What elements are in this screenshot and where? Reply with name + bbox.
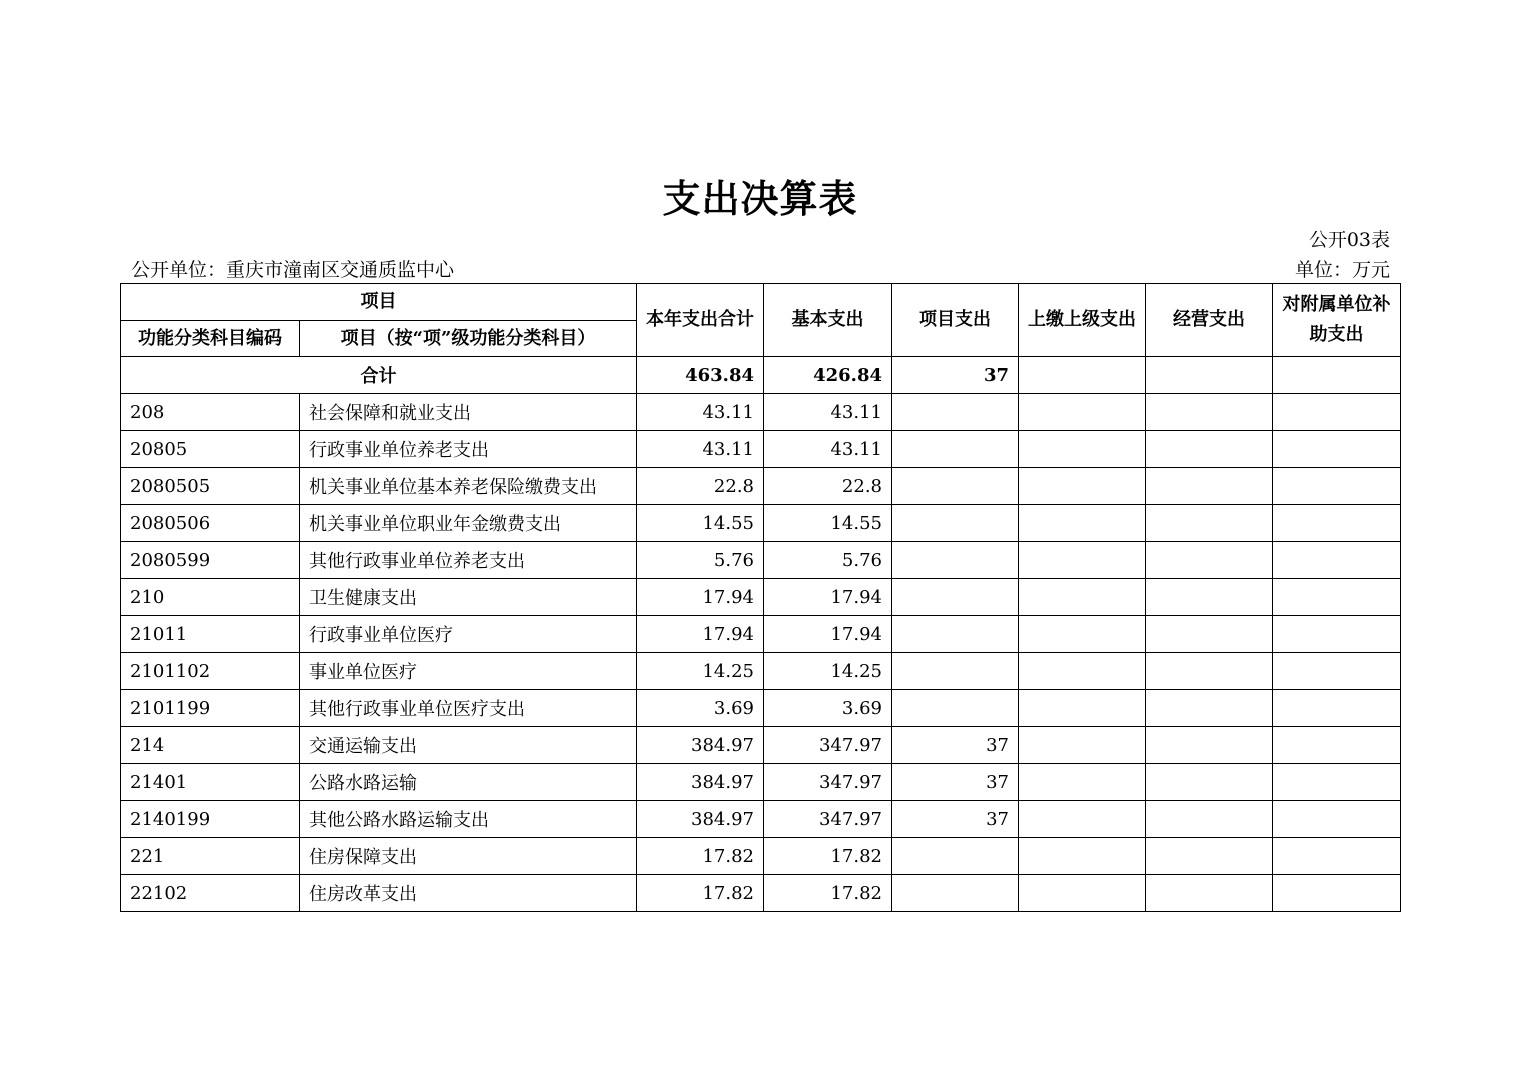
- row-project: [892, 468, 1019, 505]
- row-basic: 347.97: [764, 764, 892, 801]
- row-project: [892, 653, 1019, 690]
- row-project: 37: [892, 727, 1019, 764]
- row-total: 43.11: [637, 431, 764, 468]
- table-row: [121, 764, 1401, 801]
- reporting-unit: 公开单位：重庆市潼南区交通质监中心: [131, 259, 455, 281]
- row-subsidy: [1273, 838, 1401, 875]
- row-business: [1146, 690, 1273, 727]
- row-upper: [1019, 542, 1146, 579]
- row-code: 221: [121, 838, 300, 875]
- row-subsidy: [1273, 727, 1401, 764]
- row-project: [892, 690, 1019, 727]
- row-basic: 14.55: [764, 505, 892, 542]
- table-row: [121, 690, 1401, 727]
- row-basic: 17.94: [764, 616, 892, 653]
- row-upper: [1019, 394, 1146, 431]
- table-row: [121, 838, 1401, 875]
- header-project-expense: 项目支出: [892, 284, 1019, 357]
- row-total: 17.94: [637, 579, 764, 616]
- row-upper: [1019, 801, 1146, 838]
- row-name: 其他行政事业单位养老支出: [300, 542, 637, 579]
- row-subsidy: [1273, 801, 1401, 838]
- row-basic: 347.97: [764, 801, 892, 838]
- row-subsidy: [1273, 579, 1401, 616]
- row-subsidy: [1273, 394, 1401, 431]
- table-row: [121, 542, 1401, 579]
- currency-unit: 单位：万元: [1294, 259, 1390, 281]
- total-row: [121, 357, 1401, 394]
- row-name: 行政事业单位养老支出: [300, 431, 637, 468]
- header-basic: 基本支出: [764, 284, 892, 357]
- row-total: 5.76: [637, 542, 764, 579]
- row-total: 43.11: [637, 394, 764, 431]
- row-business: [1146, 579, 1273, 616]
- header-total: 本年支出合计: [637, 284, 764, 357]
- row-basic: 22.8: [764, 468, 892, 505]
- row-code: 2080599: [121, 542, 300, 579]
- total-subsidy: [1273, 357, 1401, 394]
- row-subsidy: [1273, 653, 1401, 690]
- row-name: 机关事业单位职业年金缴费支出: [300, 505, 637, 542]
- row-total: 14.55: [637, 505, 764, 542]
- row-total: 17.82: [637, 875, 764, 912]
- row-basic: 5.76: [764, 542, 892, 579]
- expenditure-table: [120, 283, 1401, 912]
- row-upper: [1019, 505, 1146, 542]
- table-row: [121, 579, 1401, 616]
- row-business: [1146, 653, 1273, 690]
- row-code: 20805: [121, 431, 300, 468]
- total-business: [1146, 357, 1273, 394]
- row-code: 2101199: [121, 690, 300, 727]
- row-name: 机关事业单位基本养老保险缴费支出: [300, 468, 637, 505]
- row-name: 事业单位医疗: [300, 653, 637, 690]
- page-title: 支出决算表: [662, 176, 858, 221]
- table-row: [121, 468, 1401, 505]
- total-project: 37: [892, 357, 1019, 394]
- row-name: 住房改革支出: [300, 875, 637, 912]
- total-upper: [1019, 357, 1146, 394]
- row-subsidy: [1273, 505, 1401, 542]
- total-basic: 426.84: [764, 357, 892, 394]
- row-business: [1146, 542, 1273, 579]
- row-upper: [1019, 764, 1146, 801]
- row-business: [1146, 468, 1273, 505]
- row-total: 384.97: [637, 764, 764, 801]
- header-row-1: [121, 284, 1401, 321]
- row-project: 37: [892, 764, 1019, 801]
- header-subsidy: 对附属单位补助支出: [1273, 284, 1401, 357]
- row-total: 17.94: [637, 616, 764, 653]
- row-upper: [1019, 653, 1146, 690]
- form-number: 公开03表: [1308, 229, 1390, 251]
- row-subsidy: [1273, 690, 1401, 727]
- row-name: 其他公路水路运输支出: [300, 801, 637, 838]
- row-upper: [1019, 690, 1146, 727]
- row-upper: [1019, 431, 1146, 468]
- row-basic: 14.25: [764, 653, 892, 690]
- row-code: 210: [121, 579, 300, 616]
- row-upper: [1019, 838, 1146, 875]
- row-project: [892, 875, 1019, 912]
- table-row: [121, 616, 1401, 653]
- row-project: 37: [892, 801, 1019, 838]
- row-business: [1146, 838, 1273, 875]
- row-total: 384.97: [637, 801, 764, 838]
- row-business: [1146, 801, 1273, 838]
- table-row: [121, 801, 1401, 838]
- row-subsidy: [1273, 468, 1401, 505]
- row-subsidy: [1273, 431, 1401, 468]
- row-subsidy: [1273, 764, 1401, 801]
- row-code: 22102: [121, 875, 300, 912]
- row-basic: 17.82: [764, 838, 892, 875]
- row-subsidy: [1273, 875, 1401, 912]
- row-basic: 17.82: [764, 875, 892, 912]
- row-basic: 347.97: [764, 727, 892, 764]
- row-upper: [1019, 579, 1146, 616]
- row-name: 卫生健康支出: [300, 579, 637, 616]
- table-row: [121, 394, 1401, 431]
- row-business: [1146, 875, 1273, 912]
- row-project: [892, 394, 1019, 431]
- row-total: 22.8: [637, 468, 764, 505]
- row-business: [1146, 431, 1273, 468]
- row-business: [1146, 616, 1273, 653]
- row-project: [892, 838, 1019, 875]
- row-name: 其他行政事业单位医疗支出: [300, 690, 637, 727]
- row-code: 2080505: [121, 468, 300, 505]
- total-total: 463.84: [637, 357, 764, 394]
- row-name: 交通运输支出: [300, 727, 637, 764]
- row-basic: 3.69: [764, 690, 892, 727]
- row-subsidy: [1273, 542, 1401, 579]
- row-business: [1146, 394, 1273, 431]
- header-name: 项目（按“项”级功能分类科目）: [300, 321, 637, 357]
- row-upper: [1019, 727, 1146, 764]
- row-upper: [1019, 468, 1146, 505]
- total-label: 合计: [121, 357, 637, 394]
- row-code: 2140199: [121, 801, 300, 838]
- row-basic: 43.11: [764, 431, 892, 468]
- row-business: [1146, 727, 1273, 764]
- row-project: [892, 431, 1019, 468]
- table-row: [121, 431, 1401, 468]
- header-upper: 上缴上级支出: [1019, 284, 1146, 357]
- row-project: [892, 579, 1019, 616]
- row-upper: [1019, 616, 1146, 653]
- row-code: 21011: [121, 616, 300, 653]
- header-project: 项目: [121, 284, 637, 321]
- row-subsidy: [1273, 616, 1401, 653]
- row-name: 社会保障和就业支出: [300, 394, 637, 431]
- row-total: 3.69: [637, 690, 764, 727]
- table-row: [121, 875, 1401, 912]
- row-code: 2101102: [121, 653, 300, 690]
- row-code: 208: [121, 394, 300, 431]
- row-project: [892, 616, 1019, 653]
- table-row: [121, 653, 1401, 690]
- row-basic: 17.94: [764, 579, 892, 616]
- row-business: [1146, 764, 1273, 801]
- row-upper: [1019, 875, 1146, 912]
- row-business: [1146, 505, 1273, 542]
- row-name: 公路水路运输: [300, 764, 637, 801]
- row-project: [892, 542, 1019, 579]
- row-total: 14.25: [637, 653, 764, 690]
- header-code: 功能分类科目编码: [121, 321, 300, 357]
- row-code: 2080506: [121, 505, 300, 542]
- table-row: [121, 505, 1401, 542]
- row-code: 21401: [121, 764, 300, 801]
- row-project: [892, 505, 1019, 542]
- row-name: 行政事业单位医疗: [300, 616, 637, 653]
- row-total: 17.82: [637, 838, 764, 875]
- row-basic: 43.11: [764, 394, 892, 431]
- row-code: 214: [121, 727, 300, 764]
- header-business: 经营支出: [1146, 284, 1273, 357]
- row-total: 384.97: [637, 727, 764, 764]
- row-name: 住房保障支出: [300, 838, 637, 875]
- table-row: [121, 727, 1401, 764]
